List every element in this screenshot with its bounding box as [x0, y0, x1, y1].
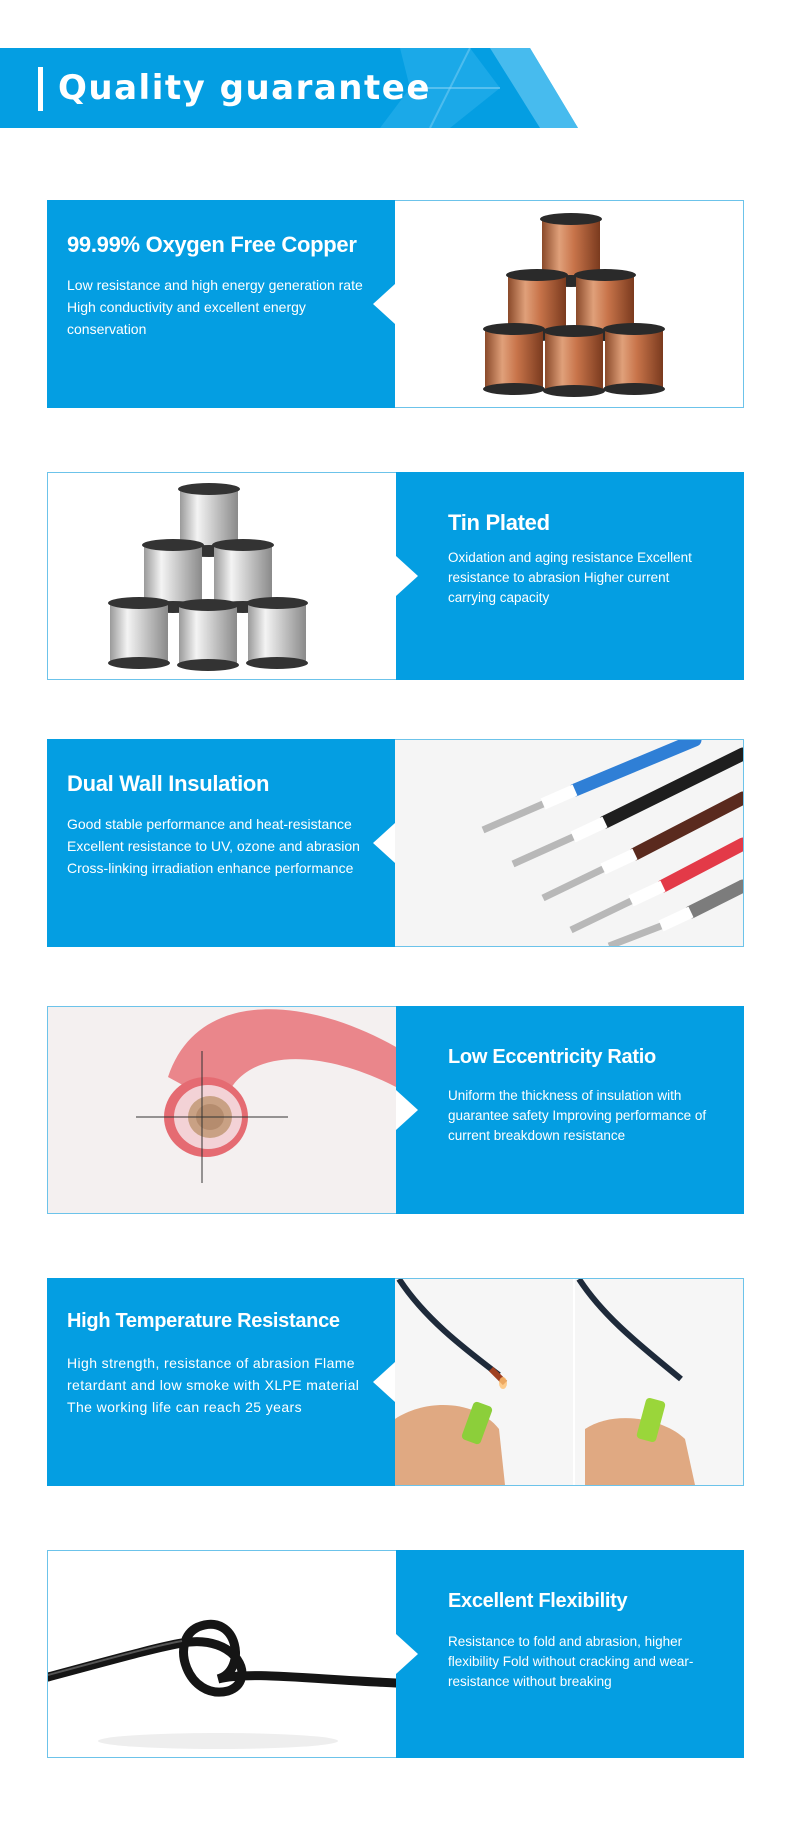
feature-title: Tin Plated: [448, 510, 550, 535]
feature-card-eccentricity: [47, 1006, 744, 1214]
feature-description: Low resistance and high energy generation rate High conductivity and excellent energy conservation: [67, 277, 363, 337]
pointer-notch: [396, 1090, 418, 1130]
feature-description: Uniform the thickness of insulation with guarantee safety Improving performance of current breakdown resistance: [448, 1088, 707, 1143]
feature-description: High strength, resistance of abrasion Flame retardant and low smoke with XLPE material The working life can reach 25 years: [67, 1355, 360, 1415]
cable-cross-section-image: [48, 1007, 396, 1213]
feature-card-temperature: [47, 1278, 744, 1486]
pointer-notch: [373, 823, 395, 863]
feature-card-copper: [47, 200, 744, 408]
feature-text-panel: [396, 1550, 744, 1758]
pointer-notch: [373, 1362, 395, 1402]
feature-description: Oxidation and aging resistance Excellent resistance to abrasion Higher current carrying capacity: [448, 550, 692, 605]
feature-text-panel: [396, 472, 744, 680]
flame-test-image: [395, 1279, 743, 1485]
feature-text-panel: [396, 1006, 744, 1214]
copper-spools-image: [395, 201, 743, 407]
feature-text-panel: [47, 739, 395, 947]
feature-card-insulation: [47, 739, 744, 947]
pointer-notch: [396, 556, 418, 596]
feature-card-flexibility: [47, 1550, 744, 1758]
pointer-notch: [396, 1634, 418, 1674]
feature-title: 99.99% Oxygen Free Copper: [67, 232, 357, 257]
pointer-notch: [373, 284, 395, 324]
feature-title: High Temperature Resistance: [67, 1310, 340, 1332]
tinned-spools-image: [48, 473, 396, 679]
section-header-banner: [0, 48, 580, 128]
feature-title: Excellent Flexibility: [448, 1590, 628, 1612]
feature-text-panel: [47, 1278, 395, 1486]
banner-accent-bar: [38, 67, 43, 111]
feature-title: Low Eccentricity Ratio: [448, 1046, 656, 1068]
knotted-cable-image: [48, 1551, 396, 1757]
feature-text-panel: [47, 200, 395, 408]
stripped-cables-image: [395, 740, 743, 946]
feature-description: Good stable performance and heat-resistance Excellent resistance to UV, ozone and abrasion Cross-linking irradiation enhance performance: [67, 816, 360, 876]
feature-card-tin: [47, 472, 744, 680]
feature-title: Dual Wall Insulation: [67, 771, 270, 796]
section-title: Quality guarantee: [58, 68, 431, 108]
feature-description: Resistance to fold and abrasion, higher flexibility Fold without cracking and wear-resistance without breaking: [448, 1634, 694, 1689]
